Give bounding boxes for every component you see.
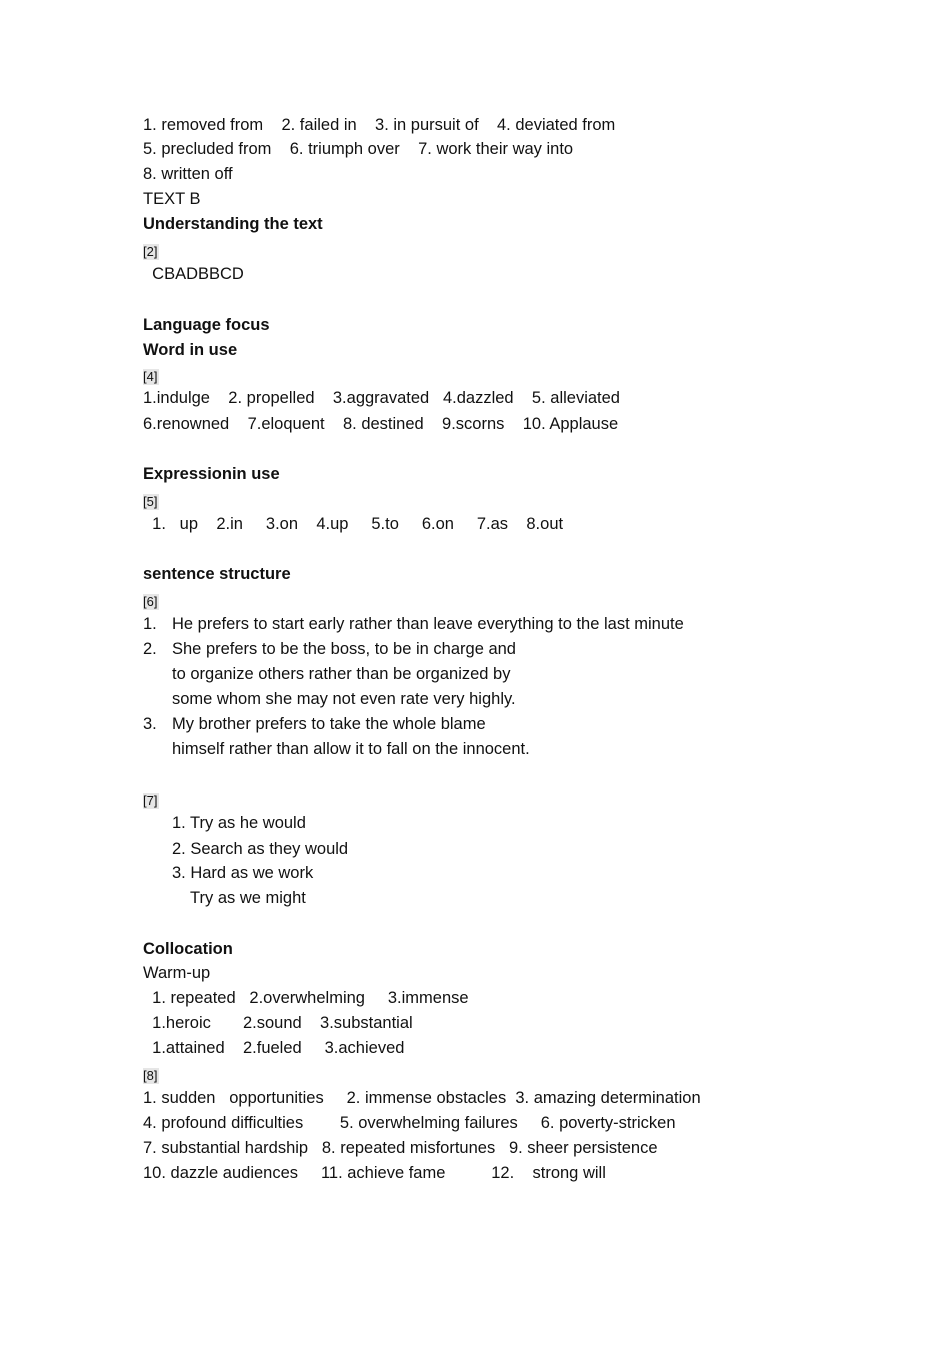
exercise-tag-4: [4] bbox=[143, 369, 158, 384]
exercise-tag-8: [8] bbox=[143, 1068, 158, 1083]
expression-in-use-answer: 1. up 2.in 3.on 4.up 5.to 6.on 7.as 8.out bbox=[143, 515, 564, 533]
exercise-tag-6: [6] bbox=[143, 594, 158, 609]
sentence-item-text: He prefers to start early rather than leave everything to the last minute bbox=[172, 615, 684, 633]
sentence-item-number: 2. bbox=[143, 640, 157, 658]
expression-in-use-heading: Expressionin use bbox=[143, 465, 280, 483]
word-in-use-heading: Word in use bbox=[143, 341, 238, 359]
sentence-item-text: My brother prefers to take the whole blame bbox=[172, 715, 486, 733]
warm-up-line-1: 1. repeated 2.overwhelming 3.immense bbox=[143, 989, 469, 1007]
word-in-use-line-2: 6.renowned 7.eloquent 8. destined 9.scorns 10. Applause bbox=[143, 415, 619, 433]
text-a-answer-line-2: 5. precluded from 6. triumph over 7. work their way into bbox=[143, 140, 574, 158]
text-b-heading: TEXT B bbox=[143, 190, 201, 208]
collocation-line-2: 4. profound difficulties 5. overwhelming failures 6. poverty-stricken bbox=[143, 1114, 676, 1132]
sentence-item-text: to organize others rather than be organized by bbox=[172, 665, 511, 683]
sentence-structure-heading: sentence structure bbox=[143, 565, 291, 583]
exercise-tag-5: [5] bbox=[143, 494, 158, 509]
warm-up-line-2: 1.heroic 2.sound 3.substantial bbox=[143, 1014, 413, 1032]
exercise-tag-2: [2] bbox=[143, 244, 158, 259]
exercise-7-line: 2. Search as they would bbox=[172, 840, 349, 858]
warm-up-line-3: 1.attained 2.fueled 3.achieved bbox=[143, 1039, 405, 1057]
exercise-7-line: 1. Try as he would bbox=[172, 814, 306, 832]
understanding-heading: Understanding the text bbox=[143, 215, 323, 233]
warm-up-heading: Warm-up bbox=[143, 964, 211, 982]
collocation-heading: Collocation bbox=[143, 940, 233, 958]
sentence-item-text: himself rather than allow it to fall on the innocent. bbox=[172, 740, 530, 758]
language-focus-heading: Language focus bbox=[143, 316, 270, 334]
collocation-line-4: 10. dazzle audiences 11. achieve fame 12. strong will bbox=[143, 1164, 606, 1182]
text-a-answer-line-3: 8. written off bbox=[143, 165, 233, 183]
sentence-item-text: some whom she may not even rate very highly. bbox=[172, 690, 516, 708]
sentence-item-number: 1. bbox=[143, 615, 157, 633]
word-in-use-line-1: 1.indulge 2. propelled 3.aggravated 4.dazzled 5. alleviated bbox=[143, 389, 620, 407]
exercise-7-line: 3. Hard as we work bbox=[172, 864, 314, 882]
sentence-item-text: She prefers to be the boss, to be in charge and bbox=[172, 640, 516, 658]
sentence-item-number: 3. bbox=[143, 715, 157, 733]
collocation-line-3: 7. substantial hardship 8. repeated misfortunes 9. sheer persistence bbox=[143, 1139, 658, 1157]
understanding-answer: CBADBBCD bbox=[143, 265, 244, 283]
collocation-line-1: 1. sudden opportunities 2. immense obstacles 3. amazing determination bbox=[143, 1089, 701, 1107]
exercise-7-line: Try as we might bbox=[172, 889, 306, 907]
text-a-answer-line-1: 1. removed from 2. failed in 3. in pursuit of 4. deviated from bbox=[143, 116, 616, 134]
exercise-tag-7: [7] bbox=[143, 793, 158, 808]
